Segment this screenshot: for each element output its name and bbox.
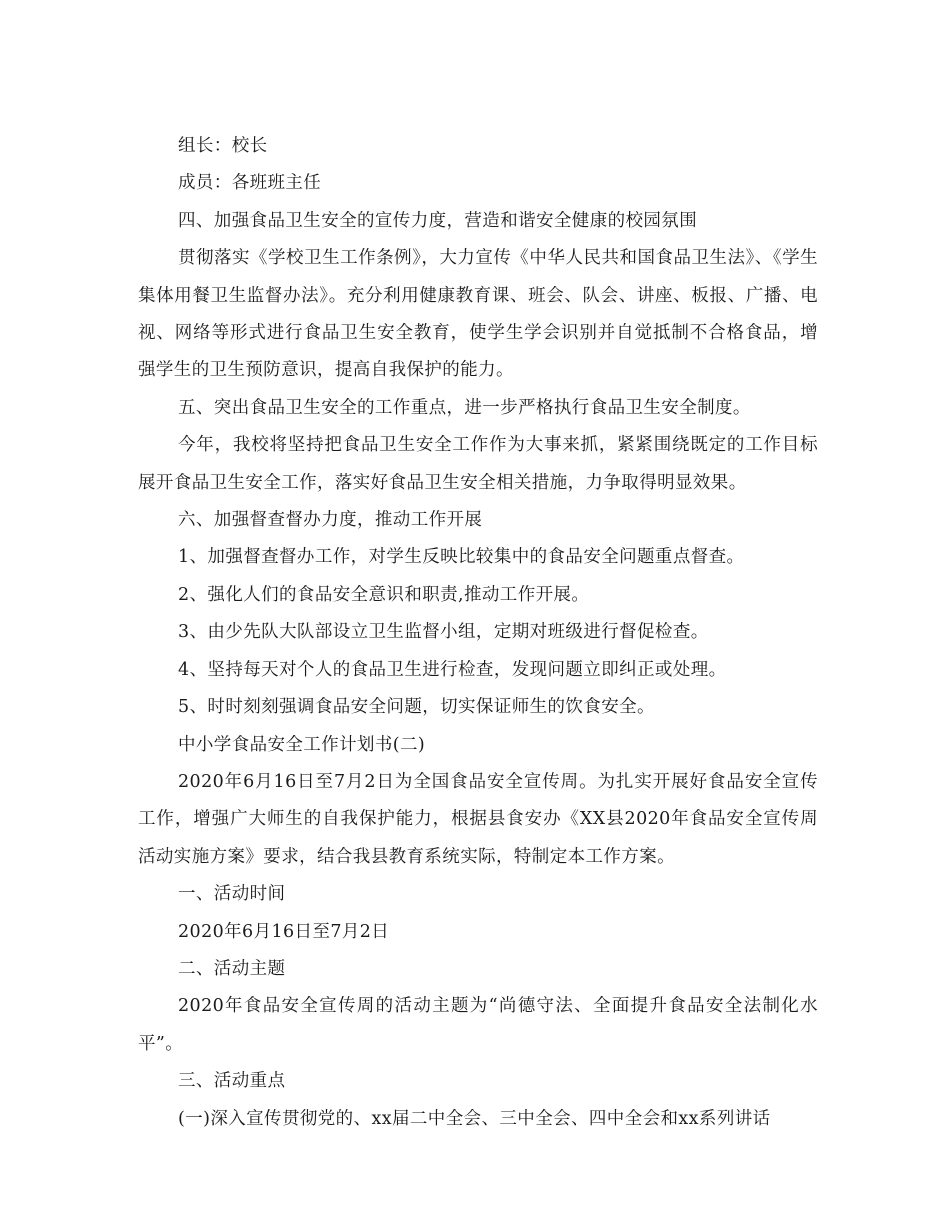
- document-subtitle: 中小学食品安全工作计划书(二): [178, 734, 426, 755]
- paragraph-intro: 2020年6月16日至7月2日为全国食品安全宣传周。为扎实开展好食品安全宣传工作，增强广大师生的自我保护能力，根据县食安办《XX县2020年食品安全宣传周活动实施方案》要求，结合我县教育系统实际，特制定本工作方案。: [138, 771, 818, 867]
- paragraph-activity-theme: 2020年食品安全宣传周的活动主题为“尚德守法、全面提升食品安全法制化水平”。: [138, 996, 818, 1054]
- paragraph-activity-time: 2020年6月16日至7月2日: [178, 921, 390, 942]
- heading-activity-time: 一、活动时间: [178, 884, 286, 905]
- paragraph-section-5-body: 今年，我校将坚持把食品卫生安全工作作为大事来抓，紧紧围绕既定的工作目标展开食品卫生安全工作，落实好食品卫生安全相关措施，力争取得明显效果。: [138, 435, 818, 493]
- heading-section-6: 六、加强督查督办力度，推动工作开展: [178, 510, 483, 531]
- paragraph-members: 成员：各班班主任: [178, 173, 322, 194]
- paragraph-group-leader: 组长：校长: [178, 136, 268, 156]
- list-item-5: 5、时时刻刻强调食品安全问题，切实保证师生的饮食安全。: [178, 697, 655, 718]
- list-item-1: 1、加强督查督办工作，对学生反映比较集中的食品安全问题重点督查。: [178, 547, 745, 568]
- heading-activity-focus: 三、活动重点: [178, 1071, 286, 1092]
- document-body: [138, 128, 818, 1138]
- heading-section-4: 四、加强食品卫生安全的宣传力度，营造和谐安全健康的校园氛围: [178, 210, 698, 231]
- paragraph-section-4-body: 贯彻落实《学校卫生工作条例》，大力宣传《中华人民共和国食品卫生法》、《学生集体用餐卫生监督办法》。充分利用健康教育课、班会、队会、讲座、板报、广播、电视、网络等形式进行食品卫生安全教育，使学生学会识别并自觉抵制不合格食品，增强学生的卫生预防意识，提高自我保护的能力。: [138, 248, 818, 381]
- list-item-3: 3、由少先队大队部设立卫生监督小组，定期对班级进行督促检查。: [178, 622, 709, 643]
- list-item-2: 2、强化人们的食品安全意识和职责,推动工作开展。: [178, 584, 590, 605]
- heading-section-5: 五、突出食品卫生安全的工作重点，进一步严格执行食品卫生安全制度。: [178, 397, 751, 418]
- heading-activity-theme: 二、活动主题: [178, 958, 286, 979]
- paragraph-activity-focus-1: (一)深入宣传贯彻党的、xx届二中全会、三中全会、四中全会和xx系列讲话: [178, 1108, 771, 1129]
- list-item-4: 4、坚持每天对个人的食品卫生进行检查，发现问题立即纠正或处理。: [178, 659, 727, 680]
